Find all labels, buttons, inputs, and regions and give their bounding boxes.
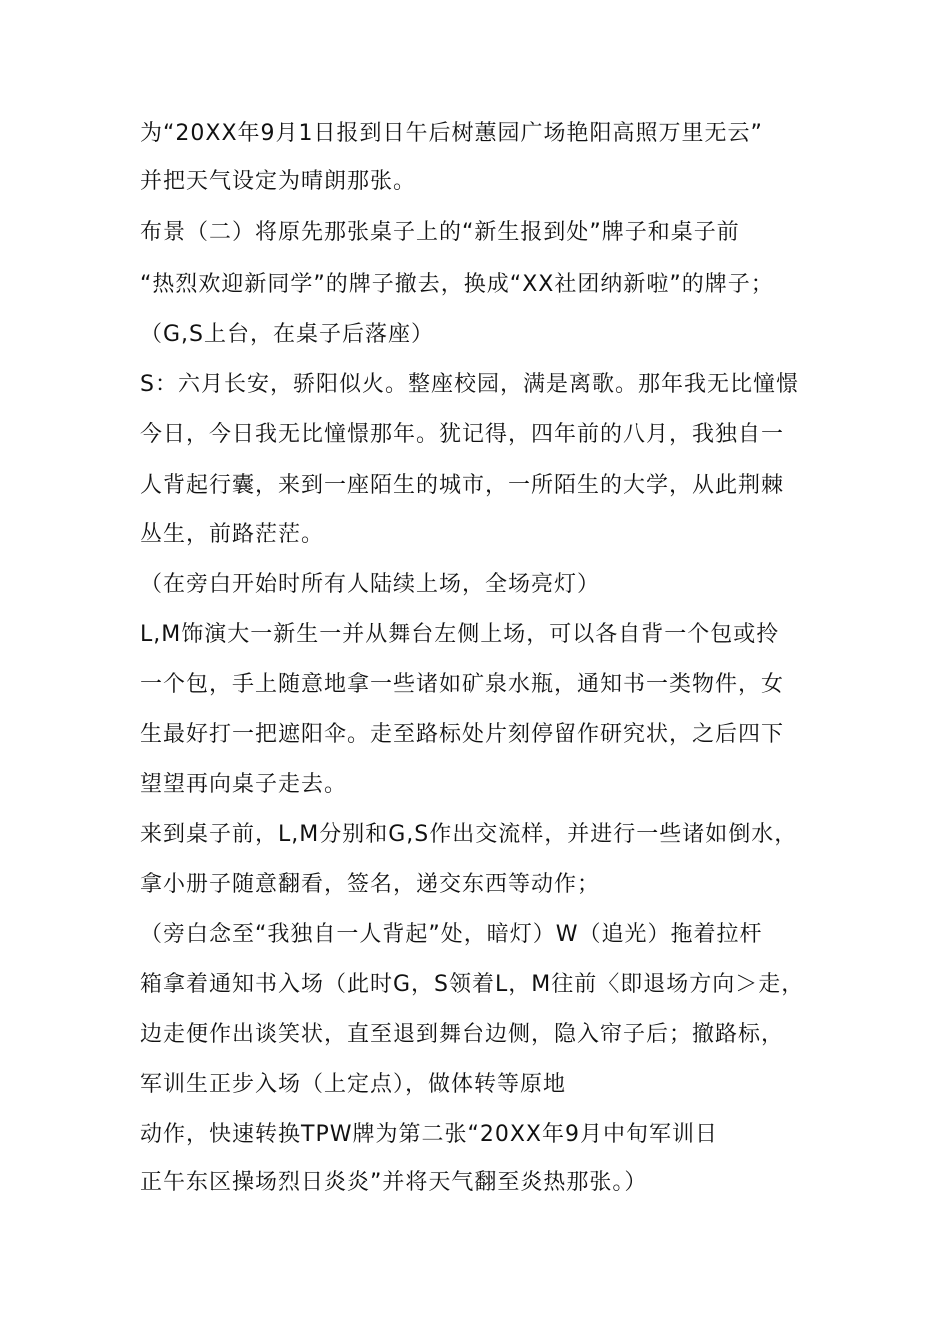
- text-line: L,M饰演大一新生一并从舞台左侧上场，可以各自背一个包或拎: [140, 622, 780, 647]
- text-line: 生最好打一把遮阳伞。走至路标处片刻停留作研究状，之后四下: [140, 722, 785, 747]
- text-line: 动作，快速转换TPW牌为第二张“20XX年9月中旬军训日: [140, 1122, 718, 1147]
- text-line: 并把天气设定为晴朗那张。: [140, 169, 417, 194]
- text-line: “热烈欢迎新同学”的牌子撤去，换成“XX社团纳新啦”的牌子；: [140, 272, 774, 297]
- text-line: 箱拿着通知书入场（此时G，S领着L，M往前〈即退场方向＞走，: [140, 972, 805, 997]
- text-line: （在旁白开始时所有人陆续上场，全场亮灯）: [140, 572, 601, 597]
- text-line: 一个包，手上随意地拿一些诸如矿泉水瓶，通知书一类物件，女: [140, 672, 785, 697]
- text-line: 为“20XX年9月1日报到日午后树蕙园广场艳阳高照万里无云”: [140, 121, 763, 146]
- text-line: 来到桌子前，L,M分别和G,S作出交流样，并进行一些诸如倒水，: [140, 822, 798, 847]
- text-line: （旁白念至“我独自一人背起”处，暗灯）W（追光）拖着拉杆: [140, 922, 763, 947]
- text-line: 布景（二）将原先那张桌子上的“新生报到处”牌子和桌子前: [140, 220, 740, 245]
- text-line: 拿小册子随意翻看，签名，递交东西等动作；: [140, 872, 601, 897]
- text-line: 军训生正步入场（上定点），做体转等原地: [140, 1072, 567, 1097]
- text-line: 丛生，前路茫茫。: [140, 522, 325, 547]
- text-line: 人背起行囊，来到一座陌生的城市，一所陌生的大学，从此荆棘: [140, 473, 785, 498]
- text-line: 今日，今日我无比憧憬那年。犹记得，四年前的八月，我独自一: [140, 422, 785, 447]
- text-line: 正午东区操场烈日炎炎”并将天气翻至炎热那张。）: [140, 1170, 648, 1195]
- text-line: 望望再向桌子走去。: [140, 772, 348, 797]
- text-line: 边走便作出谈笑状，直至退到舞台边侧，隐入帘子后；撤路标，: [140, 1022, 785, 1047]
- text-line: （G,S上台，在桌子后落座）: [140, 322, 435, 347]
- text-line: S：六月长安，骄阳似火。整座校园，满是离歌。那年我无比憧憬: [140, 372, 799, 397]
